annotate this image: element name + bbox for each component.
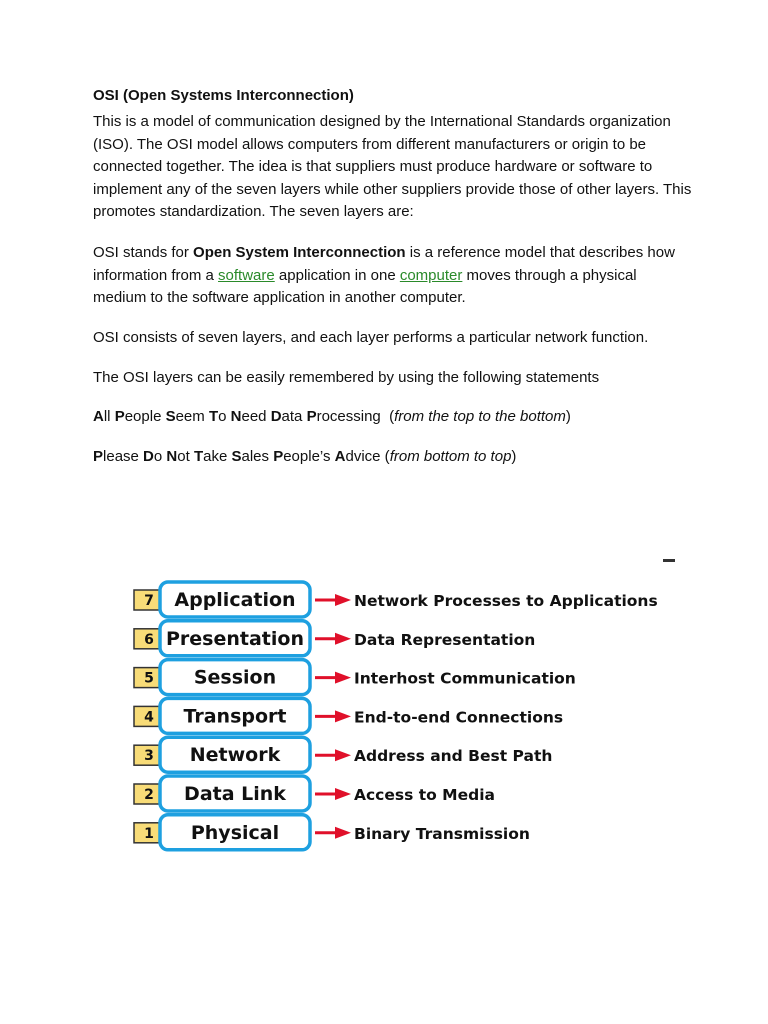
layer-number: 3 [144,748,154,765]
p2-text-c: is a reference model that describes how information from a [93,244,675,284]
layer-arrow-head [335,633,351,645]
layer-number: 2 [144,787,154,803]
stray-dash-mark [663,559,675,562]
mnemonic-word-rest: dvice [345,448,381,465]
mnemonic-initial: T [208,408,219,425]
osi-layer-row [134,776,495,811]
osi-definition-paragraph [93,242,693,310]
mnemonic-note: from bottom to top [389,448,512,465]
osi-layer-row [134,815,530,850]
mnemonic-initial: S [165,408,176,425]
mnemonic-word-rest: eople [124,408,162,425]
osi-layer-row [134,621,535,656]
layer-name: Data Link [184,783,286,805]
mnemonic-words [93,408,381,425]
layers-paragraph: OSI consists of seven layers, and each layer performs a particular network function. [93,329,649,346]
mnemonic-word-rest: ake [203,448,228,465]
p2-text-e: moves through a physical medium to the software application in another computer. [93,266,637,307]
mnemonic-intro: The OSI layers can be easily remembered by using the following statements [93,369,600,386]
osi-layers-diagram [125,573,665,858]
mnemonic-word-rest: ll [103,408,111,425]
p2-text-d: application in one [274,266,400,284]
mnemonic-initial: A [334,448,346,465]
layer-description: Access to Media [354,786,495,804]
layer-arrow-head [335,672,351,684]
mnemonic-word-rest: eople’s [283,448,331,465]
mnemonic-word-rest: eed [241,408,267,425]
layer-number: 7 [144,593,154,609]
osi-layer-row [134,582,658,617]
mnemonic-initial: D [270,408,282,425]
software-link[interactable]: software [218,266,275,284]
computer-link[interactable]: computer [399,266,463,284]
mnemonic-initial: A [93,408,104,425]
mnemonic-word-rest: ales [241,448,270,465]
osi-layer-row [134,737,552,772]
layer-arrow-head [335,594,351,606]
mnemonic-words [93,448,381,465]
layer-name: Application [174,589,296,611]
mnemonic-initial: P [306,408,317,425]
mnemonic-word-rest: lease [103,448,139,465]
mnemonic-initial: T [193,448,204,465]
mnemonic-word-rest: eem [175,408,205,425]
p2-bold-term: Open System Interconnection [193,244,406,261]
mnemonic-top-to-bottom: All People Seem To Need Data Processing (from the top to the bottom) [93,408,571,425]
layer-name: Presentation [166,627,304,650]
layer-name: Session [193,666,277,689]
layer-description: Address and Best Path [354,747,553,766]
layer-description: Interhost Communication [354,669,576,688]
mnemonic-initial: D [143,448,154,465]
mnemonic-word-rest: ot [177,448,190,465]
layer-description: End-to-end Connections [354,708,564,727]
mnemonic-initial: N [230,408,242,425]
mnemonic-note: from the top to the bottom [394,408,566,425]
layer-name: Transport [183,705,287,728]
mnemonic-word-rest: rocessing [316,408,381,425]
p2-text-a: OSI stands for [93,244,194,261]
layer-name: Physical [190,821,280,844]
mnemonic-initial: P [273,448,284,465]
mnemonic-initial: N [166,448,178,465]
layer-number: 6 [144,631,154,648]
document-heading: OSI (Open Systems Interconnection) [93,87,354,104]
mnemonic-word-rest: o [153,448,163,465]
mnemonic-initial: P [93,448,104,465]
layer-number: 4 [144,709,154,726]
layer-description: Data Representation [354,630,536,649]
layer-description: Binary Transmission [354,824,530,843]
layer-name: Network [189,744,281,767]
layer-arrow-head [335,749,351,761]
layer-arrow-head [335,788,351,800]
layer-arrow-head [335,710,351,722]
mnemonic-word-rest: ata [281,408,303,425]
osi-layer-row [134,698,563,733]
layer-number: 5 [144,670,154,687]
osi-layer-row [134,660,576,695]
intro-paragraph: This is a model of communication designed by the International Standards organization (ISO). The OSI model allows computers from different manufacturers or origin to be connected together. The idea is that suppliers must produce hardware or software to implement any of the seven layers while other suppliers provide those of other layers. This promotes standardization. The seven layers are: [93,113,692,221]
layer-arrow-head [335,827,351,839]
mnemonic-initial: S [231,448,242,465]
mnemonic-bottom-to-top: Please Do Not Take Sales People’s Advice (from bottom to top) [93,448,517,465]
layer-number: 1 [144,825,154,842]
layer-description: Network Processes to Applications [354,592,658,610]
mnemonic-initial: P [114,408,125,425]
mnemonic-word-rest: o [218,408,227,425]
